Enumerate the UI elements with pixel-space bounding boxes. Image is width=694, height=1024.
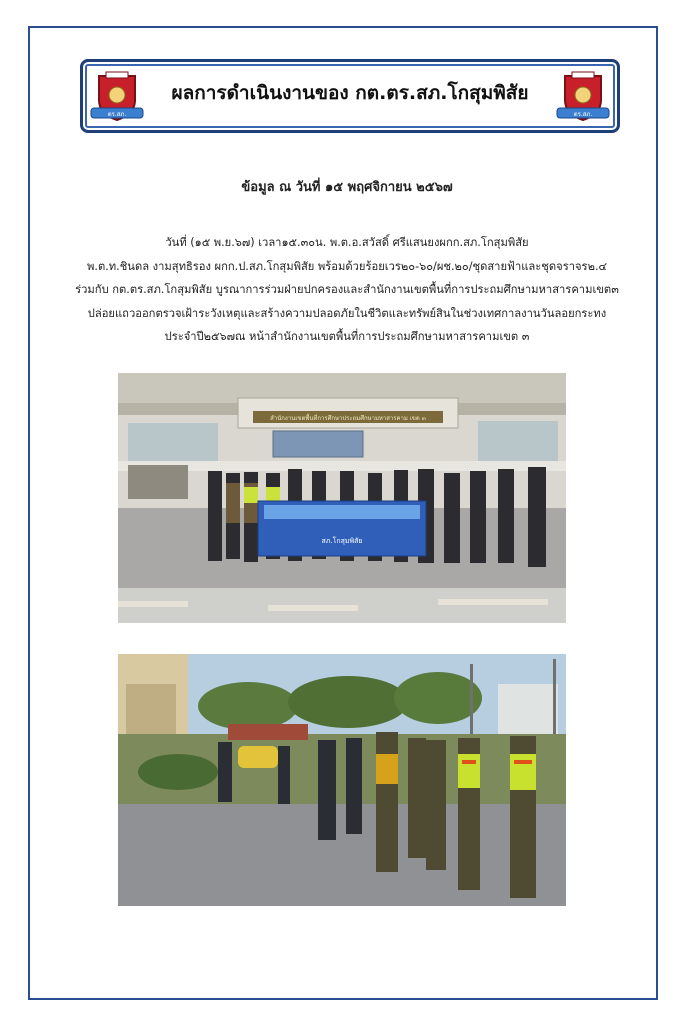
logo-right-label: ตร.สภ.	[573, 111, 593, 118]
body-line: ร่วมกับ กต.ตร.สภ.โกสุมพิสัย บูรณาการร่วมฝ่ายปกครองและสำนักงานเขตพื้นที่การประถมศึกษามหาสารคามเขต๓	[75, 283, 619, 296]
group-photo-office	[118, 373, 566, 623]
officers-lineup-photo	[118, 654, 566, 906]
report-body	[50, 231, 644, 349]
header-banner	[80, 59, 620, 133]
body-line: วันที่ (๑๕ พ.ย.๖๗) เวลา๑๕.๓๐น. พ.ต.อ.สวัสดิ์ ศรีแสนยงผกก.สภ.โกสุมพิสัย	[165, 236, 529, 249]
police-badge-logo	[555, 70, 611, 124]
body-line: ปล่อยแถวออกตรวจเฝ้าระวังเหตุและสร้างความปลอดภัยในชีวิตและทรัพย์สินในช่วงเทศกาลงานวันลอยกระทง	[87, 306, 607, 320]
body-line: ประจำปี๒๕๖๗ณ หน้าสำนักงานเขตพื้นที่การประถมศึกษามหาสารคามเขต ๓	[164, 330, 530, 343]
police-badge-logo	[89, 70, 145, 124]
page-title: ผลการดำเนินงานของ กต.ตร.สภ.โกสุมพิสัย	[171, 82, 529, 104]
photo-banner-text: สภ.โกสุมพิสัย	[321, 537, 363, 545]
body-line: พ.ต.ท.ชินดล งามสุทธิรอง ผกก.ป.สภ.โกสุมพิสัย พร้อมด้วยร้อยเวร๒๐-๖๐/ผช.๒๐/ชุดสายฟ้าและชุดจราจร๒.๔	[87, 259, 607, 273]
report-date: ข้อมูล ณ วันที่ ๑๕ พฤศจิกายน ๒๕๖๗	[241, 180, 453, 195]
building-sign: สำนักงานเขตพื้นที่การศึกษาประถมศึกษามหาสารคาม เขต ๓	[270, 415, 426, 422]
logo-left-label: ตร.สภ.	[107, 111, 127, 118]
